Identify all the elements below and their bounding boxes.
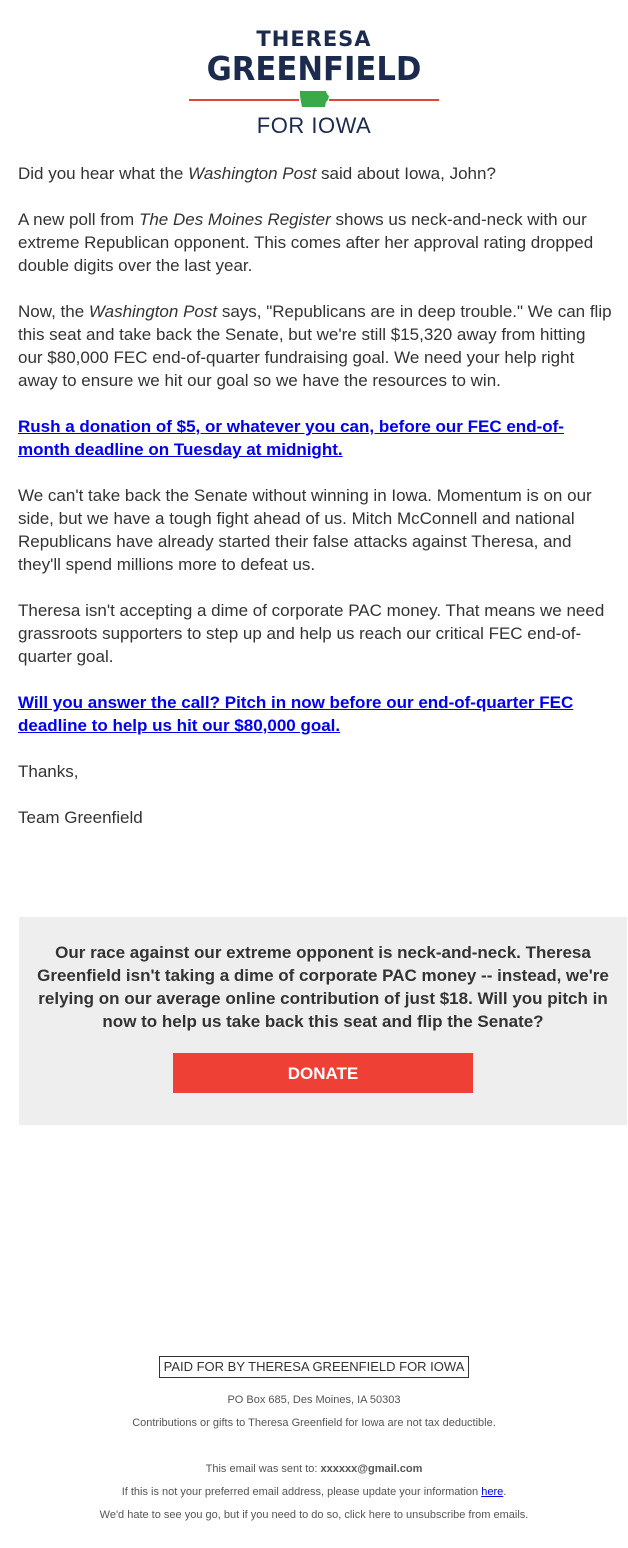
address: PO Box 685, Des Moines, IA 50303 <box>227 1394 401 1406</box>
signature: Team Greenfield <box>18 808 143 827</box>
logo-first-name: THERESA <box>256 27 372 51</box>
paragraph: Did you hear what the Washington Post said about Iowa, John? <box>18 164 496 183</box>
logo-rule-left <box>189 99 299 101</box>
logo-tagline: FOR IOWA <box>256 113 372 138</box>
closing: Thanks, <box>18 762 79 781</box>
logo-last-name: GREENFIELD <box>206 49 422 88</box>
email-body <box>18 162 612 852</box>
paragraph: Now, the Washington Post says, "Republicans are in deep trouble." We can flip this seat and take back the Senate, but we're still $15,320 away from hitting our $80,000 FEC end-of-quarter fundraising goal. We need your help right away to ensure we hit our goal so we have the resources to win. <box>18 302 612 390</box>
donate-link-1[interactable]: Rush a donation of $5, or whatever you can, before our FEC end-of-month deadline on Tuesday at midnight. <box>18 417 564 459</box>
campaign-logo <box>189 28 439 146</box>
paid-for-disclaimer: PAID FOR BY THERESA GREENFIELD FOR IOWA <box>159 1356 470 1378</box>
callout-text: Our race against our extreme opponent is neck-and-neck. Theresa Greenfield isn't taking a dime of corporate PAC money -- instead, we're relying on our average online contribution of just $18. Will you pitch in now to help us take back this seat and flip the Senate? <box>37 943 609 1031</box>
iowa-state-icon <box>299 90 330 108</box>
preference-notice: If this is not your preferred email address, please update your information here. <box>121 1486 507 1498</box>
sent-to: This email was sent to: xxxxxx@gmail.com <box>205 1463 423 1475</box>
donate-callout <box>19 917 627 1125</box>
logo-rule-right <box>329 99 439 101</box>
update-info-link[interactable]: here <box>481 1486 504 1498</box>
footer <box>0 1356 628 1527</box>
paragraph: A new poll from The Des Moines Register shows us neck-and-neck with our extreme Republican opponent. This comes after her approval rating dropped double digits over the last year. <box>18 210 594 275</box>
donate-link-2[interactable]: Will you answer the call? Pitch in now before our end-of-quarter FEC deadline to help us hit our $80,000 goal. <box>18 693 574 735</box>
unsubscribe-text[interactable]: We'd hate to see you go, but if you need to do so, click here to unsubscribe from emails. <box>99 1509 529 1521</box>
paragraph: We can't take back the Senate without winning in Iowa. Momentum is on our side, but we have a tough fight ahead of us. Mitch McConnell and national Republicans have already started their false attacks against Theresa, and they'll spend millions more to defeat us. <box>18 486 592 574</box>
paragraph: Theresa isn't accepting a dime of corporate PAC money. That means we need grassroots supporters to step up and help us reach our critical FEC end-of-quarter goal. <box>18 601 605 666</box>
tax-notice: Contributions or gifts to Theresa Greenfield for Iowa are not tax deductible. <box>132 1417 496 1429</box>
donate-button[interactable]: DONATE <box>173 1053 473 1093</box>
recipient-email: xxxxxx@gmail.com <box>320 1463 423 1475</box>
logo-divider <box>189 90 439 110</box>
